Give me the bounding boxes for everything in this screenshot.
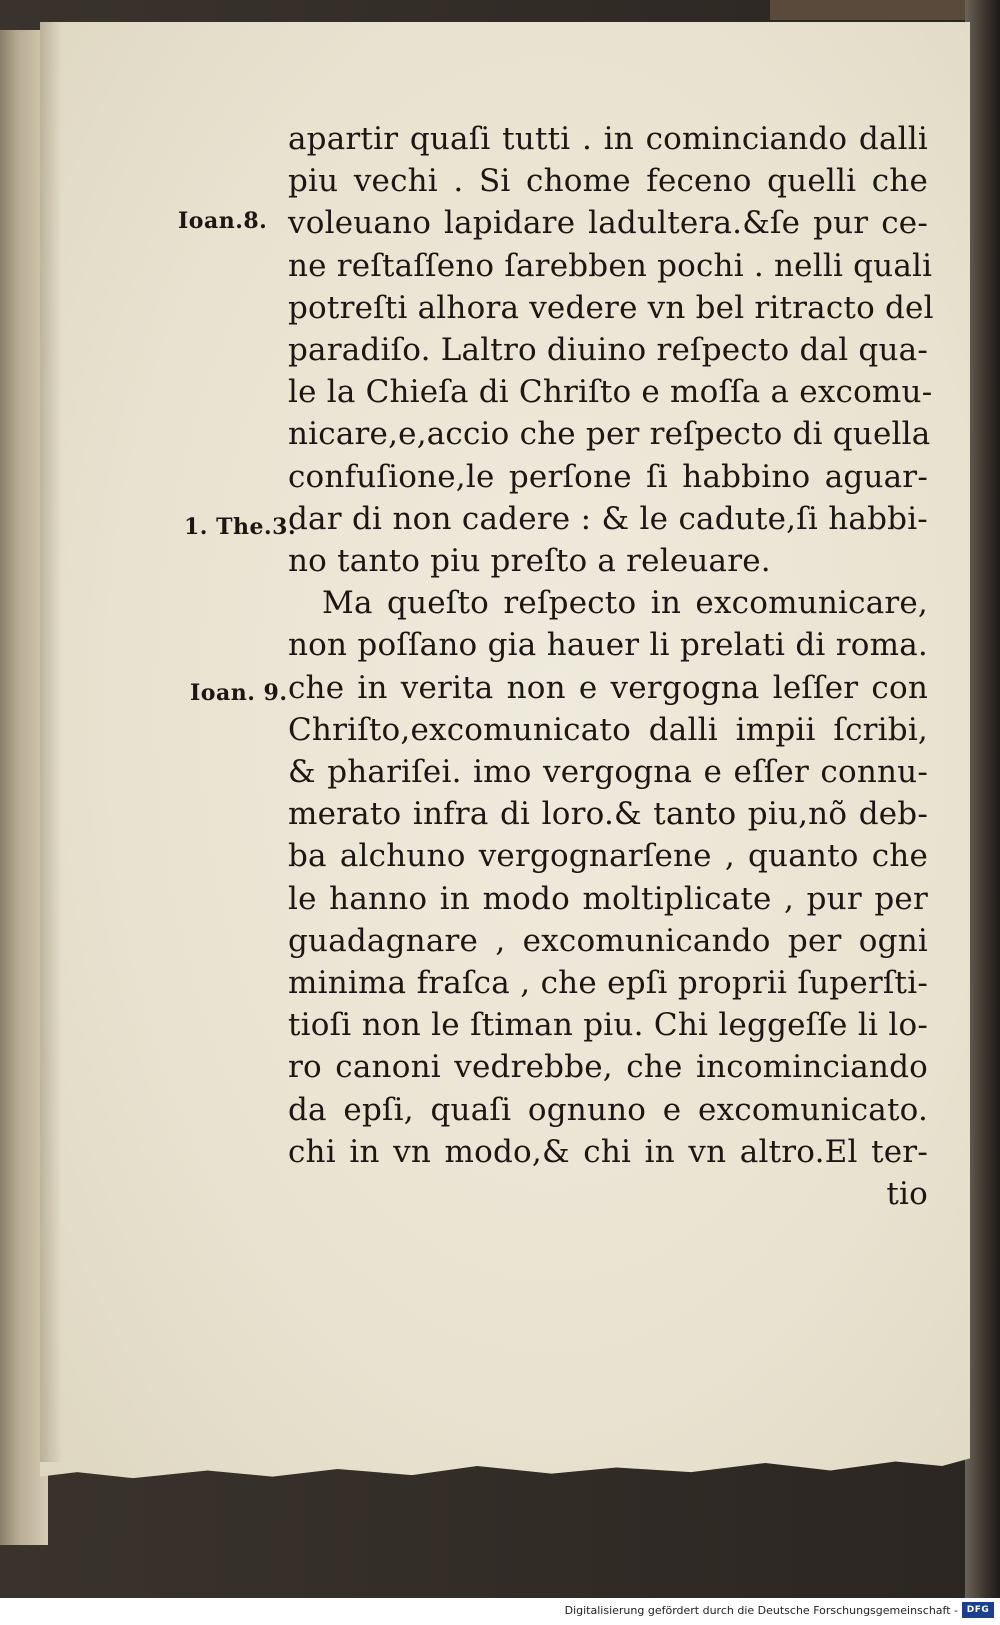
body-text <box>288 118 934 1215</box>
text-line: confuſione,le perſone ſi habbino aguar- <box>288 458 928 495</box>
text-line: le la Chieſa di Chriſto e moſſa a excomu- <box>288 374 933 411</box>
footer-credit: Digitalisierung gefördert durch die Deutsche Forschungsgemeinschaft - <box>564 1604 958 1617</box>
text-line: chi in vn modo,& chi in vn altro.El ter- <box>288 1133 928 1170</box>
text-line: ba alchuno vergognarſene , quanto che <box>288 838 928 875</box>
text-line: guadagnare , excomunicando per ogni <box>288 922 928 959</box>
gutter-shadow <box>40 22 62 1462</box>
dfg-logo-icon: DFG <box>962 1602 994 1618</box>
text-line: voleuano lapidare ladultera.&ſe pur ce- <box>288 205 928 242</box>
text-line: nicare,e,accio che per reſpecto di quella <box>288 416 931 453</box>
text-line: non poſſano gia hauer li prelati di roma. <box>288 627 928 664</box>
marginal-note: Ioan.8. <box>178 208 268 234</box>
page-edge <box>965 0 1000 1625</box>
text-line: paradiſo. Laltro diuino reſpecto dal qua- <box>288 332 928 369</box>
text-line: dar di non cadere : & le cadute,ſi habbi- <box>288 500 928 537</box>
text-line: no tanto piu preſto a releuare. <box>288 543 771 580</box>
text-line: potreſti alhora vedere vn bel ritracto del <box>288 289 934 326</box>
text-line: che in verita non e vergogna leſſer con <box>288 669 928 706</box>
digitization-footer <box>0 1598 1000 1625</box>
text-line: le hanno in modo moltiplicate , pur per <box>288 880 928 917</box>
text-line: ne reſtaſſeno ſarebben pochi . nelli quali <box>288 247 933 284</box>
catchword: tio <box>886 1176 928 1213</box>
binding-strip <box>770 0 970 20</box>
text-line: ro canoni vedrebbe, che incominciando <box>288 1049 928 1086</box>
text-line: minima fraſca , che epſi proprii ſuperſti- <box>288 965 928 1002</box>
text-line: piu vechi . Si chome feceno quelli che <box>288 163 928 200</box>
text-line: tioſi non le ſtiman piu. Chi leggeſſe li lo- <box>288 1007 928 1044</box>
text-line: Ma queſto reſpecto in excomunicare, <box>322 585 928 622</box>
marginal-note: Ioan. 9. <box>190 680 288 706</box>
text-line: Chriſto,excomunicato dalli impii ſcribi, <box>288 711 928 748</box>
text-line: da epſi, quaſi ognuno e excomunicato. <box>288 1091 928 1128</box>
text-line: merato infra di loro.& tanto piu,nõ deb- <box>288 796 928 833</box>
marginal-note: 1. The.3. <box>184 514 297 540</box>
text-line: & phariſei. imo vergogna e eſſer connu- <box>288 754 928 791</box>
text-line: apartir quaſi tutti . in cominciando dalli <box>288 121 928 157</box>
